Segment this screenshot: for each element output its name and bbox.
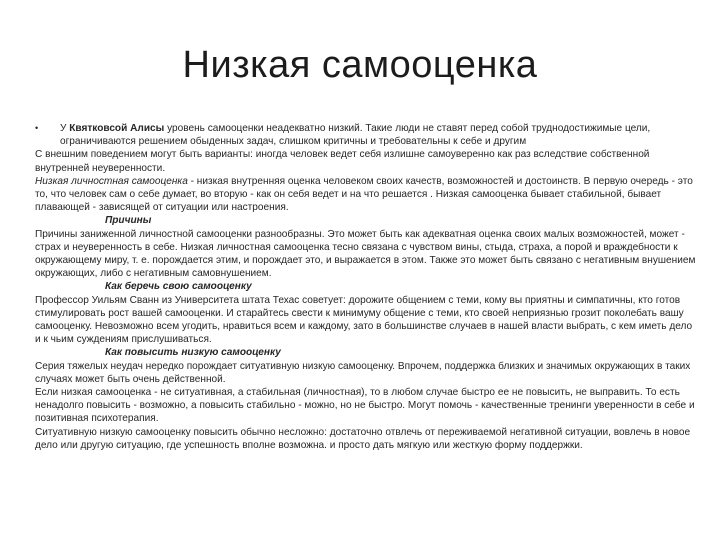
definition-text: - низкая внутренняя оценка человеком своих качеств, возможностей и достоинств. В первую очередь - это то, что человек сам о себе думает, во вторую - как он себя ведет и на что решается . Низкая самооценка бывает стабильной, бывает плавающей - зависящей от ситуации или настроения. bbox=[35, 175, 693, 214]
para1-lead: У bbox=[60, 123, 70, 134]
paragraph-protect: Профессор Уильям Сванн из Университета штата Техас советует: дорожите общением с теми, кому вы приятны и симпатичны, кто готов стимулировать рост вашей самооценки. И старайтесь свести к минимуму общение с теми, кто своей неприязнью грозит поколебать вашу самооценку. Невозможно всем угодить, нравиться всем и каждому, зато в большинстве случаев в нашей власти выбрать, с кем иметь дело и к чьим суждениям прислушиваться. bbox=[35, 294, 693, 346]
bullet-icon: • bbox=[35, 123, 39, 133]
paragraph-situational: Ситуативную низкую самооценку повысить обычно несложно: достаточно отвлечь от переживаемой негативной ситуации, вовлечь в новое дело или другую ситуацию, где успешность вполне возможна. и просто дать мягкую или жесткую форму поддержки. bbox=[35, 426, 691, 451]
para1-rest: уровень самооценки неадекватно низкий. Такие люди не ставят перед собой труднодостижимые цели, ограничиваются решением обыденных задач, слишком критичны и требовательны к себе и другим bbox=[60, 123, 651, 148]
definition-term: Низкая личностная самооценка bbox=[35, 175, 188, 187]
slide-title: Низкая самооценка bbox=[182, 44, 538, 86]
heading-protect: Как беречь свою самооценку bbox=[105, 281, 252, 293]
paragraph-stable: Если низкая самооценка - не ситуативная, а стабильная (личностная), то в любом случае быстро ее не повысить, не выправить. То есть ненадолго повысить - возможно, а повысить стабильно - можно, но не быстро. Могут помочь - качественные тренинги уверенности в себе и позитивная психотерапия. bbox=[35, 387, 695, 425]
paragraph-failures: Серия тяжелых неудач нередко порождает ситуативную низкую самооценку. Впрочем, поддержка близких и значимых окружающих в таких случаях может быть очень действенной. bbox=[35, 360, 691, 385]
heading-raise: Как повысить низкую самооценку bbox=[105, 347, 281, 359]
bullet-paragraph bbox=[35, 122, 700, 148]
paragraph-causes: Причины заниженной личностной самооценки разнообразны. Это может быть как адекватная оценка своих малых возможностей, может - страх и неуверенность в себе. Низкая личностная самооценка тесно связана с чувством вины, стыда, страха, а порой и враждебности к окружающему миру, т. е. порождается этим, и порождает это, и выражается в этом. Также это может быть связано с негативным внушением окружающих, либо с негативным самовнушением. bbox=[35, 228, 696, 280]
paragraph-definition bbox=[35, 175, 700, 215]
paragraph-behavior: С внешним поведением могут быть варианты: иногда человек ведет себя излишне самоуверенно как раз вследствие собственной внутренней неуверенности. bbox=[35, 149, 650, 174]
slide-content bbox=[35, 122, 700, 452]
student-name: Квятковсой Алисы bbox=[69, 123, 165, 134]
heading-causes: Причины bbox=[105, 215, 152, 227]
